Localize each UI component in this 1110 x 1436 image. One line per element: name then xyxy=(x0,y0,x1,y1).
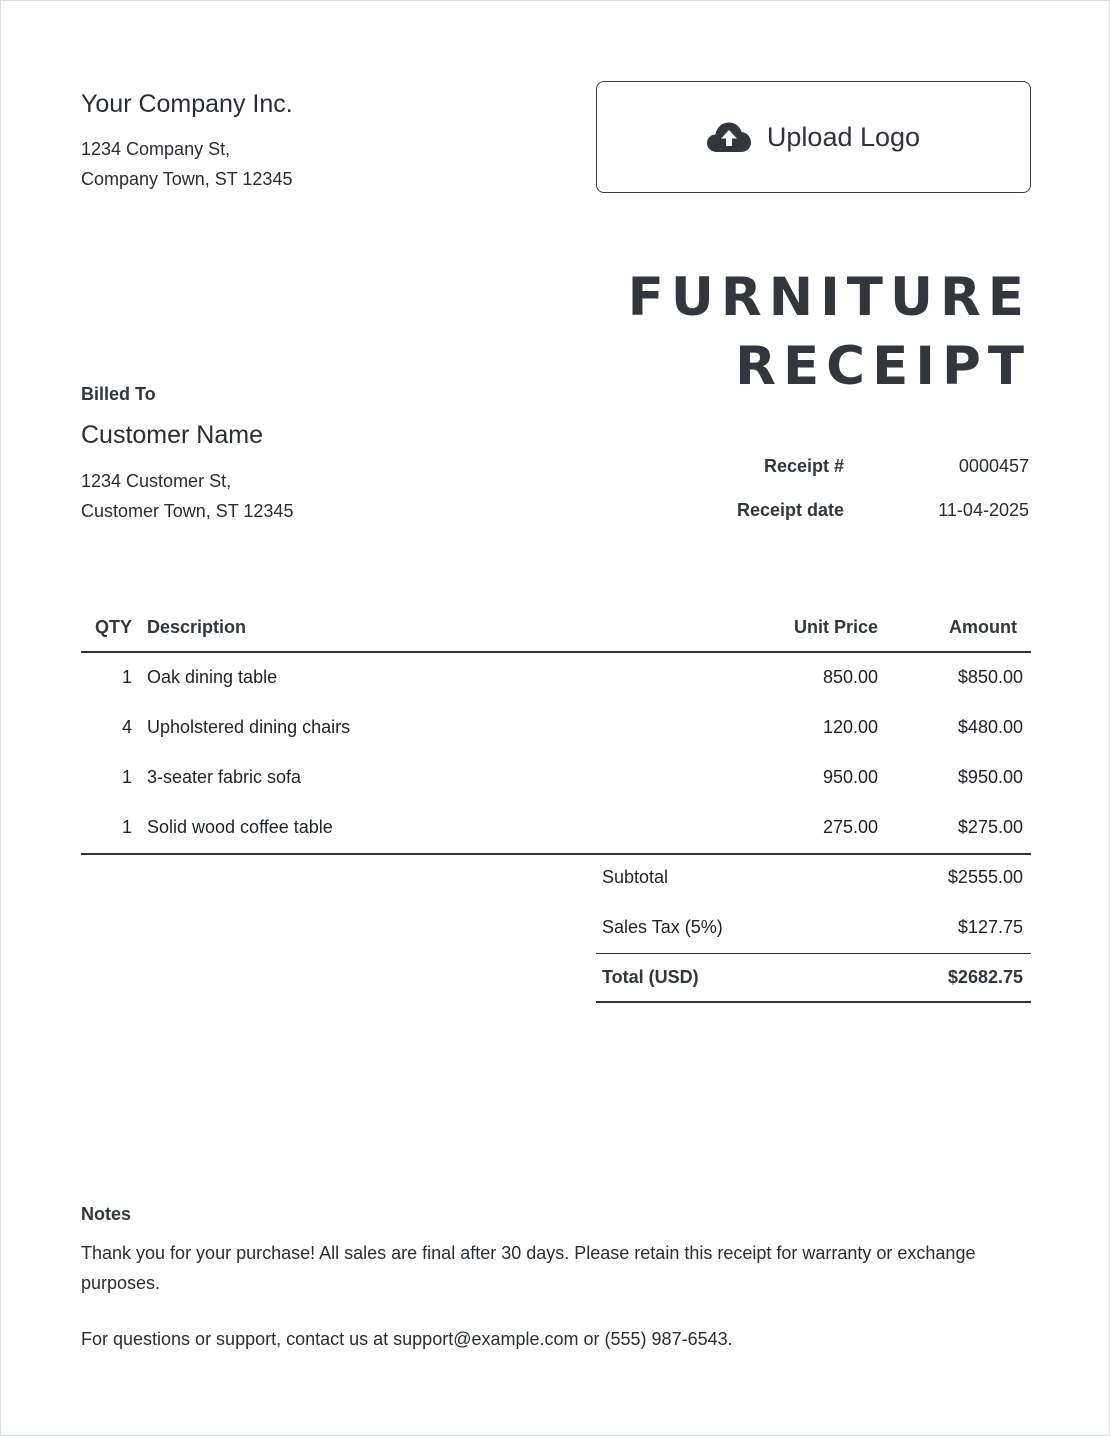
sales-tax-label: Sales Tax (5%) xyxy=(602,917,723,937)
upload-logo-button[interactable] xyxy=(596,81,1031,193)
customer-name: Customer Name xyxy=(81,421,263,449)
table-header-divider xyxy=(81,651,1031,653)
upload-logo-label: Upload Logo xyxy=(766,121,921,152)
row-amount: $850.00 xyxy=(957,667,1023,687)
total-divider xyxy=(596,953,1031,954)
customer-address-line1: 1234 Customer St, xyxy=(81,471,232,491)
row-description: Upholstered dining chairs xyxy=(147,717,351,737)
receipt-number-value: 0000457 xyxy=(958,456,1029,476)
row-description: Solid wood coffee table xyxy=(147,817,333,837)
row-amount: $275.00 xyxy=(957,817,1023,837)
company-address-line1: 1234 Company St, xyxy=(81,139,231,159)
sales-tax-value: $127.75 xyxy=(957,917,1023,937)
header-amount: Amount xyxy=(949,617,1017,637)
row-qty: 4 xyxy=(121,717,132,737)
receipt-number-label: Receipt # xyxy=(763,456,844,476)
header-qty: QTY xyxy=(94,617,132,637)
customer-address xyxy=(81,466,293,526)
customer-address-line2: Customer Town, ST 12345 xyxy=(81,501,294,521)
billed-to-label: Billed To xyxy=(81,384,156,404)
total-label: Total (USD) xyxy=(602,967,699,987)
cloud-upload-icon xyxy=(707,121,751,153)
total-bottom-divider xyxy=(596,1001,1031,1003)
subtotal-label: Subtotal xyxy=(602,867,669,887)
receipt-date-label: Receipt date xyxy=(736,500,844,520)
row-amount: $950.00 xyxy=(957,767,1023,787)
row-description: 3-seater fabric sofa xyxy=(147,767,302,787)
row-qty: 1 xyxy=(121,767,132,787)
row-amount: $480.00 xyxy=(957,717,1023,737)
row-unit-price: 275.00 xyxy=(822,817,878,837)
notes-text: Thank you for your purchase! All sales are final after 30 days. Please retain this receipt for warranty or exchange purposes. xyxy=(81,1243,976,1293)
table-bottom-divider xyxy=(81,853,1031,855)
company-address-line2: Company Town, ST 12345 xyxy=(81,169,293,189)
row-unit-price: 850.00 xyxy=(822,667,878,687)
notes-label: Notes xyxy=(81,1204,132,1224)
company-address xyxy=(81,134,292,194)
total-value: $2682.75 xyxy=(947,967,1023,987)
document-title-line2: RECEIPT xyxy=(735,336,1031,397)
document-title-line1: FURNITURE xyxy=(627,267,1031,328)
company-name: Your Company Inc. xyxy=(81,90,293,118)
row-qty: 1 xyxy=(121,817,132,837)
row-unit-price: 120.00 xyxy=(822,717,878,737)
notes-contact: For questions or support, contact us at support@example.com or (555) 987-6543. xyxy=(81,1329,733,1349)
document-title xyxy=(628,263,1031,401)
row-unit-price: 950.00 xyxy=(822,767,878,787)
row-description: Oak dining table xyxy=(147,667,278,687)
header-description: Description xyxy=(147,617,247,637)
row-qty: 1 xyxy=(121,667,132,687)
subtotal-value: $2555.00 xyxy=(947,867,1023,887)
receipt-date-value: 11-04-2025 xyxy=(938,500,1029,520)
header-unit-price: Unit Price xyxy=(793,617,878,637)
